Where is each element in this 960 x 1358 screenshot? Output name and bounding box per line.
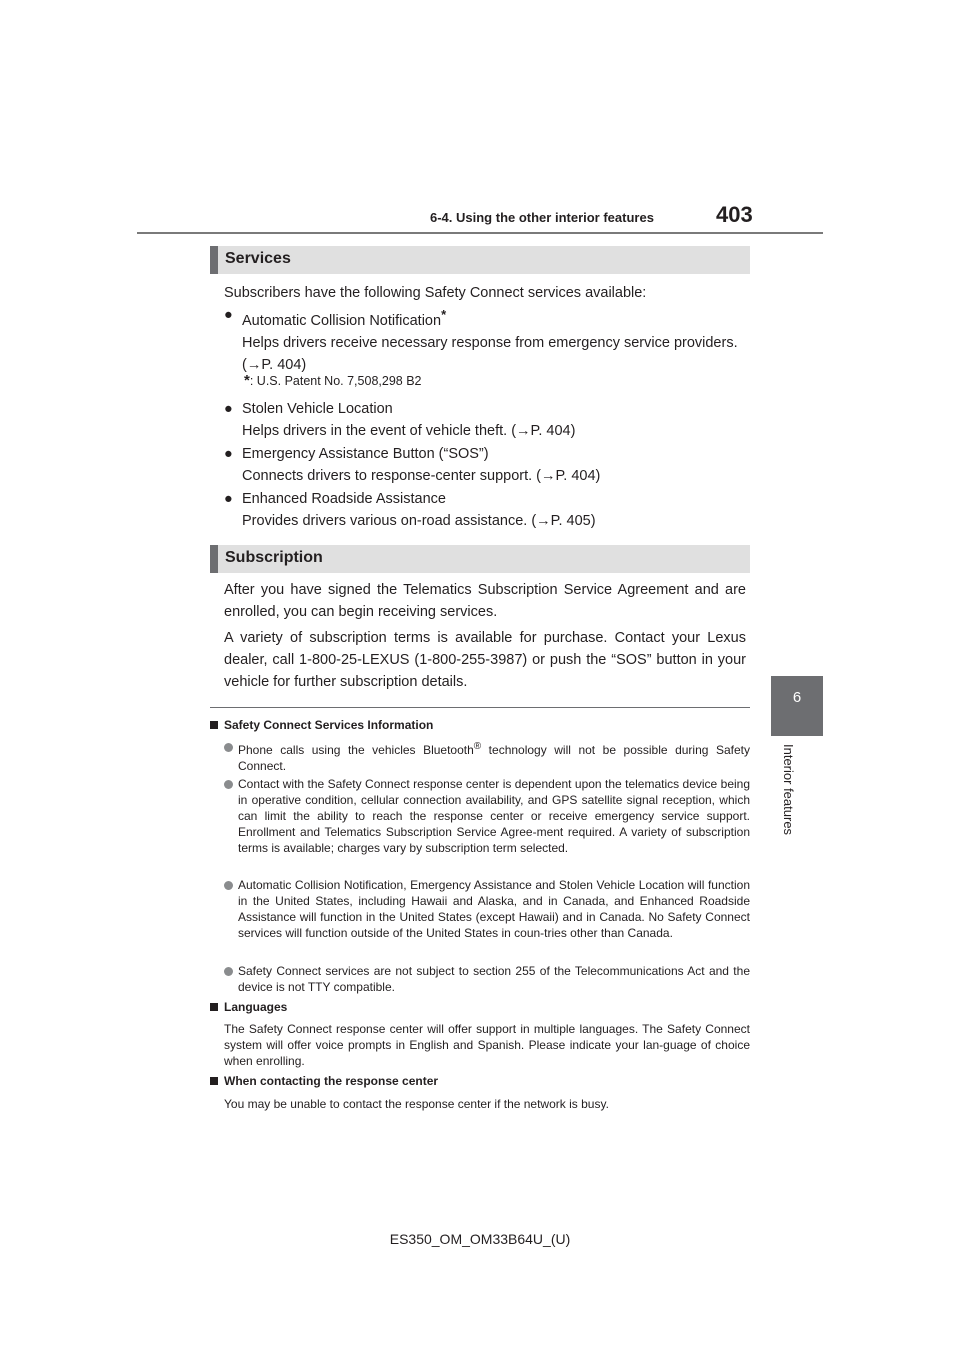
service-ref: (→P. 404) bbox=[242, 356, 307, 373]
info-bullet-2: Contact with the Safety Connect response center is dependent upon the telematics device being in operative condition, cellular connection availability, and GPS satellite signal reception, which can limit the ability to reach the response center or receive emergency service support. Enrollment and Telematics Subscription Service Agree-ment required. A variety of subscription terms is available; charges vary by subscription term selected. bbox=[224, 776, 750, 856]
info-bullet-4: Safety Connect services are not subject to section 255 of the Telecommunications Act and the device is not TTY compatible. bbox=[224, 963, 750, 995]
square-bullet-icon bbox=[210, 1077, 218, 1085]
bullet-icon: ● bbox=[224, 401, 233, 417]
info-bullet-1: Phone calls using the vehicles Bluetooth® technology will not be possible during Safety Connect. bbox=[224, 739, 750, 774]
subscription-heading: Subscription bbox=[225, 549, 323, 566]
service-desc: Connects drivers to response-center support. (→P. 404) bbox=[242, 468, 601, 484]
service-desc: Helps drivers in the event of vehicle theft. (→P. 404) bbox=[242, 423, 576, 439]
chapter-tab bbox=[771, 676, 823, 736]
page-number: 403 bbox=[716, 202, 753, 227]
subscription-para-2: A variety of subscription terms is available for purchase. Contact your Lexus dealer, call 1-800-25-LEXUS (1-800-255-3987) or push the “SOS” button in your vehicle for further subscription details. bbox=[224, 630, 746, 690]
subscription-heading-bar bbox=[210, 545, 750, 573]
chapter-number: 6 bbox=[792, 689, 802, 706]
contact-text: You may be unable to contact the response center if the network is busy. bbox=[224, 1097, 609, 1111]
services-intro: Subscribers have the following Safety Connect services available: bbox=[224, 285, 647, 301]
notes-divider bbox=[210, 707, 750, 708]
circle-bullet-icon bbox=[224, 881, 233, 890]
square-bullet-icon bbox=[210, 1003, 218, 1011]
contact-heading: When contacting the response center bbox=[210, 1074, 438, 1088]
service-desc: Provides drivers various on-road assistance. (→P. 405) bbox=[242, 513, 596, 529]
service-title: Enhanced Roadside Assistance bbox=[242, 491, 446, 507]
services-heading: Services bbox=[225, 250, 291, 267]
footnote-mark: * bbox=[244, 372, 250, 389]
circle-bullet-icon bbox=[224, 967, 233, 976]
circle-bullet-icon bbox=[224, 780, 233, 789]
service-title: Emergency Assistance Button (“SOS”) bbox=[242, 446, 489, 462]
asterisk-mark: * bbox=[441, 307, 447, 322]
patent-footnote bbox=[244, 372, 421, 389]
circle-bullet-icon bbox=[224, 743, 233, 752]
document-code: ES350_OM_OM33B64U_(U) bbox=[389, 1231, 571, 1247]
languages-heading: Languages bbox=[210, 1000, 287, 1014]
info-bullet-3: Automatic Collision Notification, Emergency Assistance and Stolen Vehicle Location will function in the United States, including Hawaii and Alaska, and in Canada, and Enhanced Roadside Assistance will function in the United States (except Hawaii) and in Canada. No Safety Connect services will function outside of the United States in coun-tries other than Canada. bbox=[224, 877, 750, 941]
chapter-label: Interior features bbox=[781, 744, 796, 836]
service-title: Automatic Collision Notification bbox=[242, 312, 442, 329]
bullet-icon: ● bbox=[224, 446, 233, 462]
square-bullet-icon bbox=[210, 721, 218, 729]
service-title: Stolen Vehicle Location bbox=[242, 401, 393, 417]
bullet-icon: ● bbox=[224, 491, 233, 507]
running-header-title: 6-4. Using the other interior features bbox=[430, 210, 654, 225]
subscription-para-1: After you have signed the Telematics Subscription Service Agreement and are enrolled, you can begin receiving services. bbox=[224, 582, 746, 620]
services-heading-bar bbox=[210, 246, 750, 274]
header-rule bbox=[137, 232, 823, 234]
info-heading: Safety Connect Services Information bbox=[210, 718, 433, 732]
service-desc: Helps drivers receive necessary response from emergency service providers. bbox=[242, 334, 738, 351]
languages-text: The Safety Connect response center will offer support in multiple languages. The Safety Connect system will offer voice prompts in English and Spanish. Please indicate your lan-guage of choice when enrolling. bbox=[224, 1022, 750, 1068]
footnote-text: : U.S. Patent No. 7,508,298 B2 bbox=[249, 374, 422, 388]
bullet-icon: ● bbox=[224, 307, 233, 323]
